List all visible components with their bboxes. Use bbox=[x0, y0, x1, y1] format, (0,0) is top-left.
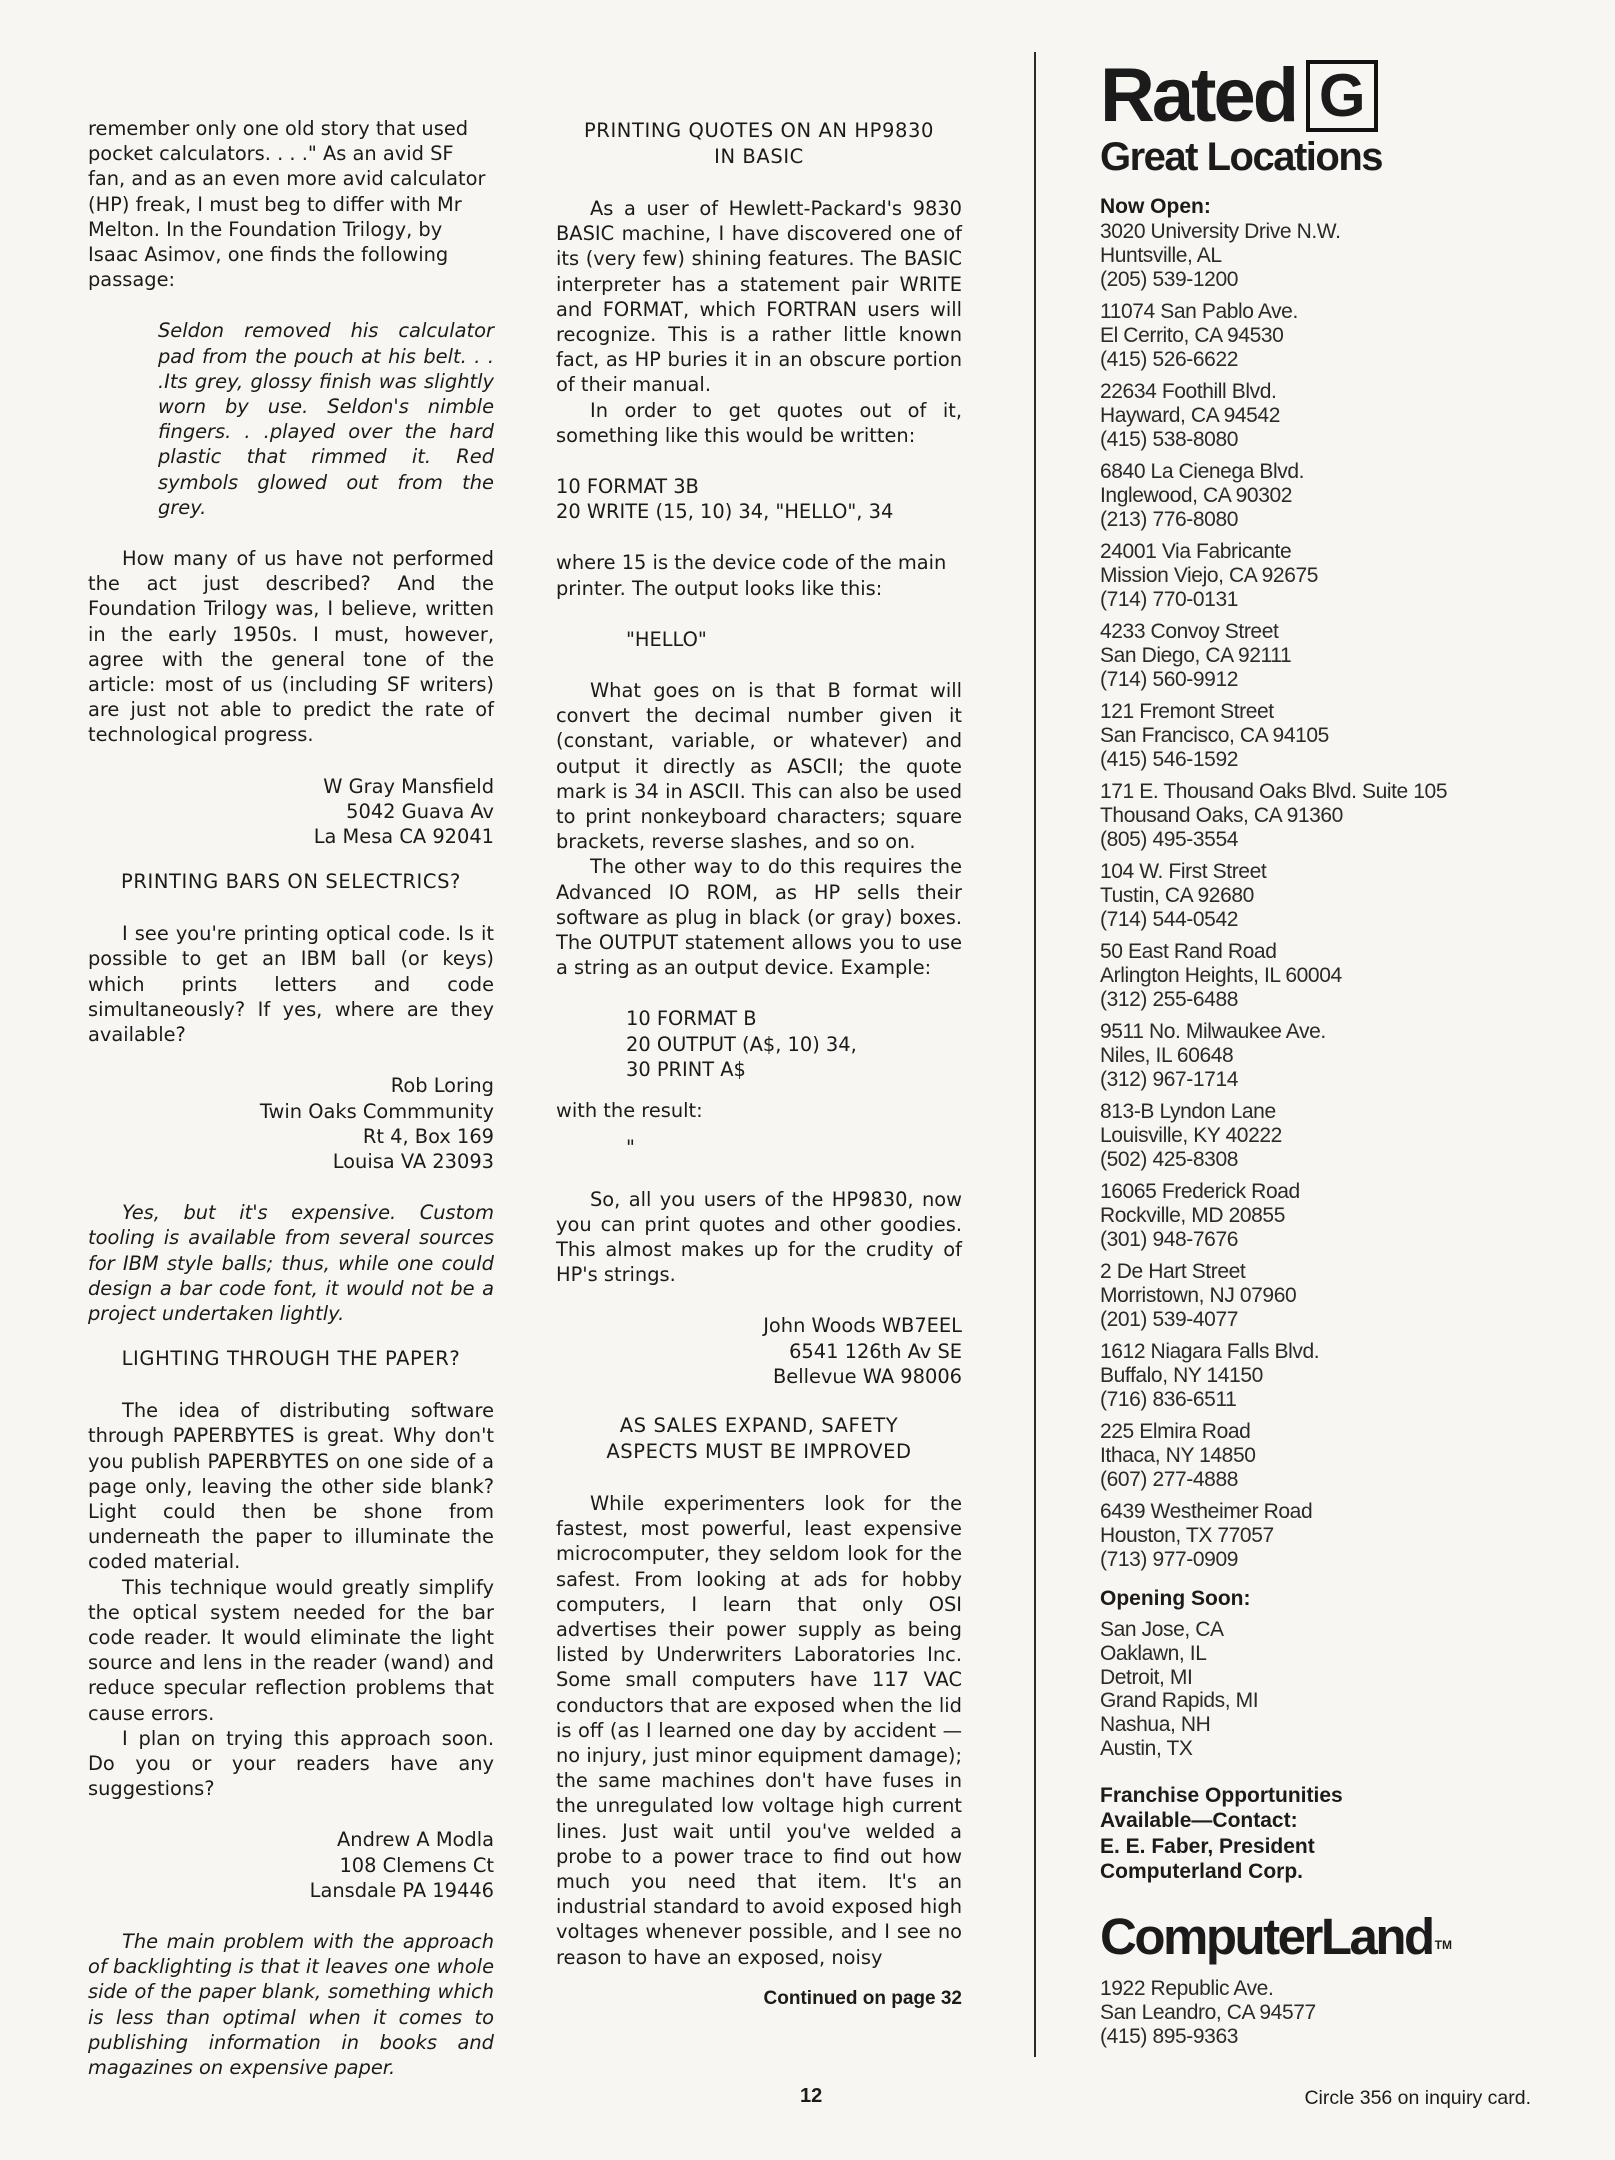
store-address-line: San Diego, CA 92111 bbox=[1100, 644, 1292, 667]
store-address-line: Morristown, NJ 07960 bbox=[1100, 1284, 1297, 1307]
editor-reply-lighting: The main problem with the approach of backlighting is that it leaves one whole side of the paper blank, something which is less than optimal when it comes to publishing information in books and magazines on expensive paper. bbox=[88, 1929, 494, 2079]
signature-loring: Rob Loring Twin Oaks Commmunity Rt 4, Box 169 Louisa VA 23093 bbox=[259, 1074, 494, 1173]
paragraph-how-many: How many of us have not performed the act just described? And the Foundation Trilogy was, I believe, written in the early 1950s. I must, however, agree with the general tone of the article: most of us (including SF writers) are just not able to predict the rate of technological progress. bbox=[88, 547, 494, 747]
store-address-line: El Cerrito, CA 94530 bbox=[1100, 324, 1284, 347]
opening-soon-heading: Opening Soon: bbox=[1100, 1587, 1251, 1610]
signature-mansfield: W Gray Mansfield 5042 Guava Av La Mesa CA 92041 bbox=[313, 774, 494, 849]
signature-modla: Andrew A Modla 108 Clemens Ct Lansdale PA 19446 bbox=[309, 1828, 494, 1902]
store-phone: (415) 526-6622 bbox=[1100, 348, 1239, 371]
store-location bbox=[1100, 220, 1500, 292]
store-address-line: 171 E. Thousand Oaks Blvd. Suite 105 bbox=[1100, 780, 1448, 803]
store-address-line: 6840 La Cienega Blvd. bbox=[1100, 460, 1305, 483]
store-address-line: Arlington Heights, IL 60004 bbox=[1100, 964, 1342, 987]
store-address-line: 1612 Niagara Falls Blvd. bbox=[1100, 1340, 1320, 1363]
store-address-line: Niles, IL 60648 bbox=[1100, 1044, 1234, 1067]
store-location bbox=[1100, 1500, 1500, 1572]
heading-lighting: LIGHTING THROUGH THE PAPER? bbox=[121, 1347, 461, 1371]
inquiry-card-note: Circle 356 on inquiry card. bbox=[1304, 2087, 1531, 2109]
store-phone: (714) 560-9912 bbox=[1100, 668, 1239, 691]
paragraph-lighting-1: The idea of distributing software through PAPERBYTES is great. Why don't you publish PAPERBYTES on one side of a page only, leaving the other side blank? Light could then be shone from underneath the paper to illuminate the coded material. bbox=[88, 1399, 494, 1574]
store-address-line: 104 W. First Street bbox=[1100, 860, 1267, 883]
code-listing-output: 10 FORMAT B 20 OUTPUT (A$, 10) 34, 30 PRINT A$ bbox=[626, 1007, 857, 1081]
store-phone: (713) 977-0909 bbox=[1100, 1548, 1239, 1571]
ad-headline: Rated G bbox=[1100, 56, 1500, 136]
store-address-line: Buffalo, NY 14150 bbox=[1100, 1364, 1263, 1387]
computerland-logo: ComputerLand ™ bbox=[1100, 1907, 1452, 1965]
store-address-line: 2 De Hart Street bbox=[1100, 1260, 1246, 1283]
page-number: 12 bbox=[800, 2085, 823, 2107]
store-locations bbox=[1100, 220, 1500, 1572]
store-address-line: Inglewood, CA 90302 bbox=[1100, 484, 1293, 507]
store-address-line: Tustin, CA 92680 bbox=[1100, 884, 1254, 907]
store-address-line: Houston, TX 77057 bbox=[1100, 1524, 1274, 1547]
headquarters-address: 1922 Republic Ave. San Leandro, CA 94577 (415) 895-9363 bbox=[1100, 1976, 1316, 2048]
store-address-line: Mission Viejo, CA 92675 bbox=[1100, 564, 1319, 587]
store-address-line: 6439 Westheimer Road bbox=[1100, 1500, 1313, 1523]
store-phone: (201) 539-4077 bbox=[1100, 1308, 1239, 1331]
paragraph-with-result: with the result: bbox=[556, 1099, 703, 1123]
paragraph-advanced-io: The other way to do this requires the Advanced IO ROM, as HP sells their software as plug in black (or gray) boxes. The OUTPUT statement allows you to use a string as an output device. Example: bbox=[556, 855, 962, 980]
output-quote: " bbox=[626, 1136, 635, 1160]
store-address-line: 50 East Rand Road bbox=[1100, 940, 1277, 963]
heading-safety: AS SALES EXPAND, SAFETY ASPECTS MUST BE IMPROVED bbox=[606, 1413, 912, 1463]
now-open-heading: Now Open: bbox=[1100, 195, 1211, 218]
output-hello: "HELLO" bbox=[626, 627, 707, 651]
store-phone: (301) 948-7676 bbox=[1100, 1228, 1239, 1251]
computerland-ad bbox=[1100, 53, 1500, 2049]
editor-reply-bars: Yes, but it's expensive. Custom tooling is available from several sources for IBM style balls; thus, while one could design a bar code font, it would not be a project undertaken lightly. bbox=[88, 1201, 494, 1325]
store-phone: (415) 546-1592 bbox=[1100, 748, 1239, 771]
store-phone: (805) 495-3554 bbox=[1100, 828, 1239, 851]
store-address-line: 225 Elmira Road bbox=[1100, 1420, 1251, 1443]
store-phone: (714) 544-0542 bbox=[1100, 908, 1239, 931]
store-phone: (607) 277-4888 bbox=[1100, 1468, 1239, 1491]
store-address-line: 121 Fremont Street bbox=[1100, 700, 1274, 723]
store-location bbox=[1100, 460, 1500, 532]
store-phone: (213) 776-8080 bbox=[1100, 508, 1239, 531]
store-location bbox=[1100, 780, 1500, 852]
store-address-line: Huntsville, AL bbox=[1100, 244, 1222, 267]
store-location bbox=[1100, 1020, 1500, 1092]
store-location bbox=[1100, 380, 1500, 452]
store-address-line: San Francisco, CA 94105 bbox=[1100, 724, 1329, 747]
store-location bbox=[1100, 1100, 1500, 1172]
signature-woods: John Woods WB7EEL 6541 126th Av SE Bellevue WA 98006 bbox=[763, 1314, 962, 1388]
paragraph-b-format: What goes on is that B format will convert the decimal number given it (constant, variable, or whatever) and output it directly as ASCII; the quote mark is 34 in ASCII. This can also be used to print nonkeyboard characters; square brackets, reverse slashes, and so on. bbox=[556, 679, 962, 854]
paragraph-lighting-2: This technique would greatly simplify the optical system needed for the bar code reader. It would eliminate the light source and lens in the reader (wand) and reduce specular reflection problems that cause errors. bbox=[88, 1575, 494, 1725]
store-address-line: Hayward, CA 94542 bbox=[1100, 404, 1280, 427]
store-address-line: Ithaca, NY 14850 bbox=[1100, 1444, 1256, 1467]
store-address-line: Thousand Oaks, CA 91360 bbox=[1100, 804, 1343, 827]
paragraph-so-all: So, all you users of the HP9830, now you can print quotes and other goodies. This almost makes up for the crudity of HP's strings. bbox=[556, 1187, 962, 1287]
paragraph-lighting-3: I plan on trying this approach soon. Do you or your readers have any suggestions? bbox=[88, 1726, 494, 1801]
store-phone: (312) 967-1714 bbox=[1100, 1068, 1239, 1091]
franchise-contact: Franchise Opportunities Available—Contact: E. E. Faber, President Computerland Corp. bbox=[1100, 1783, 1343, 1884]
ad-subheadline: Great Locations bbox=[1100, 135, 1383, 179]
store-location bbox=[1100, 1340, 1500, 1412]
store-location bbox=[1100, 940, 1500, 1012]
paragraph-hp-user: As a user of Hewlett-Packard's 9830 BASIC machine, I have discovered one of its (very few) shining features. The BASIC interpreter has a statement pair WRITE and FORMAT, which FORTRAN users will recognize. This is a rather little known fact, as HP buries it in an obscure portion of their manual. bbox=[556, 197, 962, 397]
code-listing-write: 10 FORMAT 3B 20 WRITE (15, 10) 34, "HELLO", 34 bbox=[556, 475, 894, 524]
store-phone: (714) 770-0131 bbox=[1100, 588, 1239, 611]
paragraph-in-order: In order to get quotes out of it, something like this would be written: bbox=[556, 398, 962, 447]
store-address-line: Louisville, KY 40222 bbox=[1100, 1124, 1282, 1147]
heading-printing-bars: PRINTING BARS ON SELECTRICS? bbox=[120, 870, 462, 894]
store-phone: (716) 836-6511 bbox=[1100, 1388, 1237, 1411]
store-location bbox=[1100, 300, 1500, 372]
paragraph-device-code: where 15 is the device code of the main printer. The output looks like this: bbox=[556, 551, 947, 600]
store-address-line: 24001 Via Fabricante bbox=[1100, 540, 1292, 563]
store-location bbox=[1100, 540, 1500, 612]
g-rating-box: G bbox=[1306, 60, 1378, 132]
store-address-line: 813-B Lyndon Lane bbox=[1100, 1100, 1276, 1123]
heading-printing-quotes: PRINTING QUOTES ON AN HP9830 IN BASIC bbox=[583, 119, 935, 168]
store-address-line: 11074 San Pablo Ave. bbox=[1100, 300, 1298, 323]
store-location bbox=[1100, 700, 1500, 772]
store-phone: (415) 538-8080 bbox=[1100, 428, 1239, 451]
store-location bbox=[1100, 1180, 1500, 1252]
store-phone: (502) 425-8308 bbox=[1100, 1148, 1239, 1171]
asimov-quote: Seldon removed his calculator pad from the pouch at his belt. . . .Its grey, glossy finish was slightly worn by use. Seldon's nimble fingers. . .played over the hard plastic that rimmed it. Red symbols glowed out from the grey. bbox=[158, 319, 494, 519]
store-location bbox=[1100, 1420, 1500, 1492]
store-address-line: 9511 No. Milwaukee Ave. bbox=[1100, 1020, 1326, 1043]
store-phone: (312) 255-6488 bbox=[1100, 988, 1239, 1011]
column-divider bbox=[1034, 52, 1036, 2057]
store-location bbox=[1100, 1260, 1500, 1332]
store-address-line: 16065 Frederick Road bbox=[1100, 1180, 1300, 1203]
letters-column-middle bbox=[556, 118, 962, 2029]
opening-soon-list: San Jose, CA Oaklawn, IL Detroit, MI Grand Rapids, MI Nashua, NH Austin, TX bbox=[1100, 1618, 1259, 1760]
store-phone: (205) 539-1200 bbox=[1100, 268, 1239, 291]
letters-column-left bbox=[88, 116, 494, 2080]
store-address-line: Rockville, MD 20855 bbox=[1100, 1204, 1285, 1227]
store-address-line: 22634 Foothill Blvd. bbox=[1100, 380, 1277, 403]
paragraph-intro: remember only one old story that used pocket calculators. . . ." As an avid SF fan, and as an even more avid calculator (HP) freak, I must beg to differ with Mr Melton. In the Foundation Trilogy, by Isaac Asimov, one finds the following passage: bbox=[88, 117, 486, 292]
store-location bbox=[1100, 860, 1500, 932]
store-address-line: 4233 Convoy Street bbox=[1100, 620, 1279, 643]
store-location bbox=[1100, 620, 1500, 692]
continued-note: Continued on page 32 bbox=[763, 1987, 962, 2009]
paragraph-bars: I see you're printing optical code. Is it possible to get an IBM ball (or keys) which prints letters and code simultaneously? If yes, where are they available? bbox=[88, 922, 494, 1047]
paragraph-safety: While experimenters look for the fastest, most powerful, least expensive microcomputer, they seldom look for the safest. From looking at ads for hobby computers, I learn that only OSI advertises their power supply as being listed by Underwriters Laboratories Inc. Some small computers have 117 VAC conductors that are exposed when the lid is off (as I learned one day by accident — no injury, just minor equipment damage); the same machines don't have fuses in the unregulated low voltage high current lines. Just wait until you've welded a probe to a power trace to find out how much you need that item. It's an industrial standard to avoid exposed high voltages whenever possible, and I see no reason to have an exposed, noisy bbox=[556, 1491, 962, 1969]
store-address-line: 3020 University Drive N.W. bbox=[1100, 220, 1341, 243]
